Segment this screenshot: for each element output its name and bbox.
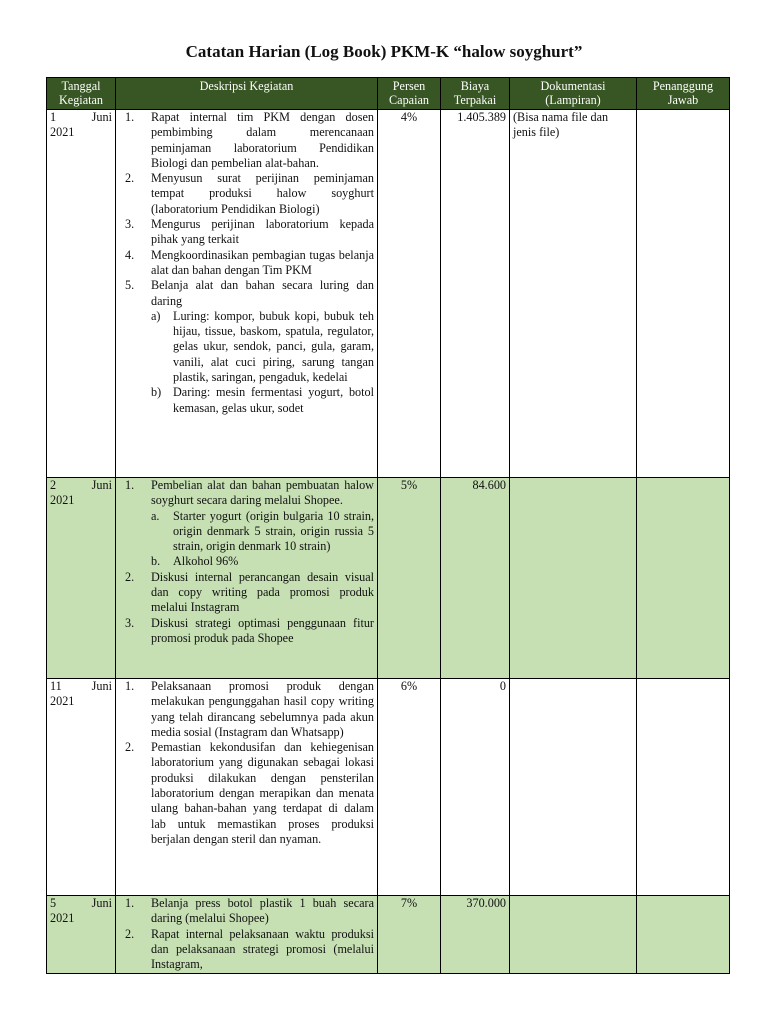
- date-cell: [47, 679, 116, 896]
- date-year: 2021: [50, 911, 75, 926]
- sub-activity-text: Alkohol 96%: [173, 554, 239, 569]
- dokumentasi-cell: [510, 679, 637, 896]
- activity-number: 1.: [125, 896, 135, 910]
- date-cell: [47, 110, 116, 478]
- date-day-month: [50, 478, 112, 493]
- table-row: [47, 110, 730, 478]
- date-year: 2021: [50, 125, 75, 140]
- sub-activity-number: b.: [151, 554, 161, 569]
- activity-text: Belanja alat dan bahan secara luring dan daring: [151, 278, 374, 308]
- table-header-row: [47, 78, 730, 110]
- sub-activity-item: [151, 509, 374, 555]
- activity-item: [119, 248, 374, 279]
- sub-activity-text: Starter yogurt (origin bulgaria 10 strain, origin denmark 5 strain, origin russia 5 strain, origin denmark 10 strain): [173, 508, 374, 554]
- activity-text: Pembelian alat dan bahan pembuatan halow soyghurt secara daring melalui Shopee.: [151, 478, 374, 508]
- date-day-month: [50, 679, 112, 694]
- activity-number: 2.: [125, 926, 135, 941]
- date-month: Juni: [91, 110, 112, 124]
- sub-activity-item: [151, 385, 374, 416]
- header-biaya: Biaya Terpakai: [441, 78, 510, 110]
- table-row: [47, 478, 730, 679]
- penanggung-jawab-cell: [637, 896, 730, 974]
- penanggung-jawab-cell: [637, 478, 730, 679]
- activity-item: [119, 171, 374, 217]
- activity-text: Belanja press botol plastik 1 buah secara daring (melalui Shopee): [151, 896, 374, 926]
- activity-item: [119, 740, 374, 847]
- activity-number: 1.: [125, 110, 135, 124]
- persen-cell: 7%: [378, 896, 441, 974]
- penanggung-jawab-cell: [637, 110, 730, 478]
- date-day-month: [50, 110, 112, 125]
- header-tanggal: Tanggal Kegiatan: [47, 78, 116, 110]
- activity-list: [119, 110, 374, 416]
- sub-activity-number: a): [151, 308, 161, 323]
- sub-activity-number: a.: [151, 508, 160, 523]
- activity-number: 2.: [125, 740, 135, 755]
- header-persen: Persen Capaian: [378, 78, 441, 110]
- activity-text: Pemastian kekondusifan dan kehiegenisan laboratorium yang digunakan sebagai lokasi produksi dilakukan dengan pensterilan laboratorium dengan merapikan dan menata ulang bahan-bahan yang terdapat di dalam lab untuk memastikan proses produksi berjalan dengan steril dan nyaman.: [151, 740, 374, 846]
- table-row: [47, 679, 730, 896]
- sub-activity-list: [151, 509, 374, 570]
- activity-number: 4.: [125, 247, 135, 262]
- date-day: 1: [50, 110, 57, 124]
- activity-number: 1.: [125, 478, 135, 492]
- sub-activity-text: Daring: mesin fermentasi yogurt, botol kemasan, gelas ukur, sodet: [173, 385, 374, 415]
- persen-cell: 6%: [378, 679, 441, 896]
- activity-number: 3.: [125, 615, 135, 630]
- description-cell: [116, 110, 378, 478]
- biaya-cell: 0: [441, 679, 510, 896]
- page-title: Catatan Harian (Log Book) PKM-K “halow soyghurt”: [185, 42, 583, 61]
- date-day: 11: [50, 679, 62, 693]
- header-penanggung: Penanggung Jawab: [637, 78, 730, 110]
- sub-activity-item: [151, 554, 374, 569]
- activity-item: [119, 217, 374, 248]
- sub-activity-list: [151, 309, 374, 416]
- activity-number: 5.: [125, 278, 135, 293]
- biaya-cell: 1.405.389: [441, 110, 510, 478]
- description-cell: [116, 478, 378, 679]
- activity-list: [119, 896, 374, 972]
- activity-number: 2.: [125, 171, 135, 186]
- description-cell: [116, 896, 378, 974]
- date-day: 5: [50, 896, 57, 910]
- activity-item: [119, 616, 374, 647]
- persen-cell: 4%: [378, 110, 441, 478]
- activity-item: [119, 927, 374, 973]
- date-day-month: [50, 896, 112, 911]
- sub-activity-item: [151, 309, 374, 385]
- activity-item: [119, 478, 374, 570]
- persen-cell: 5%: [378, 478, 441, 679]
- dokumentasi-cell: [510, 478, 637, 679]
- logbook-table: [46, 77, 730, 974]
- dokumentasi-cell: (Bisa nama file dan jenis file): [510, 110, 637, 478]
- activity-text: Diskusi internal perancangan desain visual dan copy writing pada promosi produk melalui Instagram: [151, 569, 374, 615]
- activity-list: [119, 679, 374, 847]
- date-month: Juni: [91, 896, 112, 910]
- activity-list: [119, 478, 374, 646]
- activity-text: Diskusi strategi optimasi penggunaan fitur promosi produk pada Shopee: [151, 615, 374, 645]
- date-cell: [47, 478, 116, 679]
- activity-text: Mengurus perijinan laboratorium kepada pihak yang terkait: [151, 217, 374, 247]
- activity-item: [119, 278, 374, 416]
- activity-number: 2.: [125, 569, 135, 584]
- date-month: Juni: [91, 478, 112, 492]
- activity-item: [119, 110, 374, 171]
- header-deskripsi: Deskripsi Kegiatan: [116, 78, 378, 110]
- activity-text: Mengkoordinasikan pembagian tugas belanja alat dan bahan dengan Tim PKM: [151, 247, 374, 277]
- activity-number: 1.: [125, 679, 135, 693]
- activity-number: 3.: [125, 217, 135, 232]
- penanggung-jawab-cell: [637, 679, 730, 896]
- activity-text: Rapat internal tim PKM dengan dosen pembimbing dalam merencanaan peminjaman laboratorium Pendidikan Biologi dan pembelian alat-bahan.: [151, 110, 374, 170]
- date-day: 2: [50, 478, 57, 492]
- activity-item: [119, 679, 374, 740]
- date-year: 2021: [50, 694, 75, 709]
- date-year: 2021: [50, 493, 75, 508]
- date-month: Juni: [91, 679, 112, 693]
- description-cell: [116, 679, 378, 896]
- header-dokumentasi: Dokumentasi (Lampiran): [510, 78, 637, 110]
- biaya-cell: 84.600: [441, 478, 510, 679]
- activity-text: Pelaksanaan promosi produk dengan melakukan pengunggahan hasil copy writing yang telah dirancang sebelumnya pada akun media sosial (Instagram dan Whatsapp): [151, 679, 374, 739]
- activity-item: [119, 896, 374, 927]
- dokumentasi-cell: [510, 896, 637, 974]
- sub-activity-text: Luring: kompor, bubuk kopi, bubuk teh hijau, tissue, baskom, spatula, regulator, gelas ukur, sendok, panci, gula, garam, vanili, alat cuci piring, sarung tangan plastik, saringan, pengaduk, kedelai: [173, 308, 374, 385]
- sub-activity-number: b): [151, 385, 162, 400]
- biaya-cell: 370.000: [441, 896, 510, 974]
- activity-text: Menyusun surat perijinan peminjaman tempat produksi halow soyghurt (laboratorium Pendidikan Biologi): [151, 171, 374, 216]
- activity-item: [119, 570, 374, 616]
- date-cell: [47, 896, 116, 974]
- table-row: [47, 896, 730, 974]
- activity-text: Rapat internal pelaksanaan waktu produksi dan pelaksanaan strategi promosi (melalui Instagram,: [151, 926, 374, 972]
